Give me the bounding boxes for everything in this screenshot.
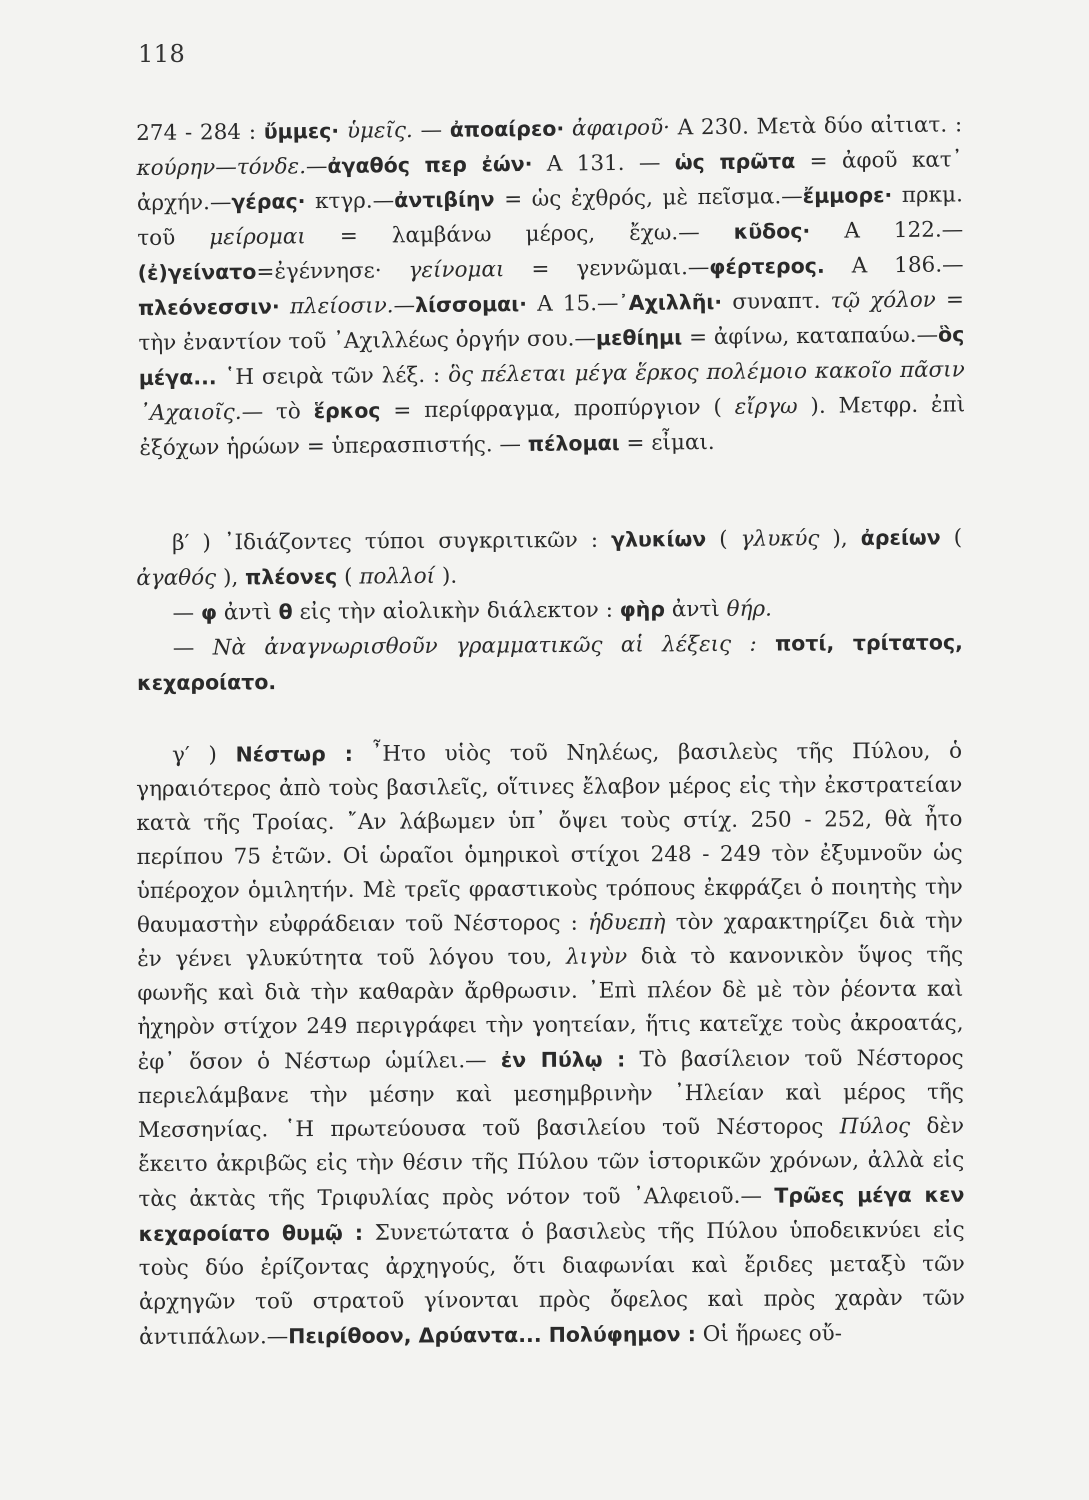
text-run: — <box>412 117 450 144</box>
text-run: Α 131. — <box>532 150 675 177</box>
lemma: γλυκίων <box>610 527 707 552</box>
text-run: = τὴν ἐναντίον τοῦ ᾿Αχιλλέως ὀργήν σου.— <box>138 287 965 356</box>
page-number: 118 <box>138 40 186 68</box>
text-run: Συνετώτατα ὁ βασιλεὺς τῆς Πύλου ὑποδεικνύει εἰς τοὺς δύο ἐρίζοντας ἀρχηγούς, ὅτι διαφωνίαι καὶ ἔριδες μεταξὺ τῶν ἀρχηγῶν τοῦ στρατοῦ γίνονται πρὸς ὄφελος καὶ πρὸς χαρὰν τῶν ἀντιπάλων.— <box>138 1217 966 1350</box>
commentary-paragraph-274-284 <box>136 107 966 466</box>
lemma: κῦδος· <box>733 218 811 244</box>
gloss: ἀφαιροῦ· <box>564 115 671 142</box>
gloss: πλείοσιν. <box>279 293 394 320</box>
lemma: ἐν Πύλῳ : <box>500 1047 626 1073</box>
lemma: ἀρείων <box>860 525 941 550</box>
text-run: ), <box>819 525 861 552</box>
gloss: τῷ χόλον <box>830 287 936 314</box>
text-run: ( <box>706 526 741 553</box>
gloss: κούρην—τόνδε. <box>136 154 307 181</box>
lemma: Πειρίθοον, Δρύαντα... Πολύφημον : <box>288 1322 696 1349</box>
gloss: εἴργω <box>734 394 798 420</box>
text-run: ), <box>216 565 246 591</box>
lemma: ᾿Αχιλλῆι· <box>618 289 723 315</box>
paragraph-text <box>136 590 962 631</box>
commentary-section-gamma <box>136 734 965 1355</box>
text-run: ῾Η σειρὰ τῶν λέξ. : <box>216 362 449 391</box>
gloss: ἀγαθός <box>136 565 217 591</box>
text-run: Α 186.— <box>824 252 964 279</box>
text-run: συναπτ. <box>722 288 831 315</box>
gloss: λιγὺν <box>566 944 628 970</box>
lemma: ὃς μέγα... <box>138 322 965 390</box>
text-run <box>757 632 776 657</box>
gloss: γείνομαι <box>408 257 505 284</box>
lemma: φ <box>200 600 218 625</box>
text-run: ῏Ητο υἱὸς τοῦ Νηλέως, βασιλεὺς τῆς Πύλου, ὁ γηραιότερος ἀπὸ τοὺς βασιλεῖς, οἵτινες ἔλαβον μέρος εἰς τὴν ἐκστρατείαν κατὰ τῆς Τροίας. ῎Αν λάβωμεν ὑπ᾽ ὄψει τοὺς στίχ. 250 - 252, θὰ ἦτο περίπου 75 ἐτῶν. Οἱ ὡραῖοι ὁμηρικοὶ στίχοι 248 - 249 τὸν ἐξυμνοῦν ὡς ὑπέροχον ὁμιλητήν. Μὲ τρεῖς φραστικοὺς τρόπους ἐκφράζει ὁ ποιητὴς τὴν θαυμαστὴν εὐφράδειαν τοῦ Νέστορος : <box>136 738 963 938</box>
lemma: πλέονες <box>244 564 338 590</box>
text-run: = λαμβάνω μέρος, ἔχω.— <box>305 219 734 250</box>
lemma: ὡς πρῶτα <box>674 149 796 175</box>
text-run: = ἀφίνω, καταπαύω.— <box>682 322 939 351</box>
text-run: Α 122.— <box>810 217 964 244</box>
commentary-section-beta <box>136 520 963 701</box>
text-run: Α 15.— <box>526 290 619 317</box>
text-run: = ἀφοῦ κατ᾽ ἀρχήν.— <box>136 147 963 216</box>
text-run: — <box>393 293 416 319</box>
text-run: — <box>172 635 213 661</box>
gloss: ὃς πέλεται μέγα ἕρκος πολέμοιο κακοῖο πᾶσιν ᾿Αχαιοῖς. <box>138 357 965 426</box>
text-run: κτγρ.— <box>305 188 395 215</box>
lemma: ἀντιβίην <box>394 187 495 213</box>
lemma: (ἐ)γείνατο <box>137 259 257 285</box>
text-run: Τὸ βασίλειον τοῦ Νέστορος περιελάμβανε τὴν μέσην καὶ μεσημβρινὴν ᾿Ηλείαν καὶ μέρος τῆς Μεσσηνίας. ῾Η πρωτεύουσα τοῦ βασιλείου τοῦ Νέστορος <box>137 1045 964 1143</box>
text-run: Α 230. Μετὰ δύο αἰτιατ. : <box>669 112 963 141</box>
gloss: Νὰ ἀναγνωρισθοῦν γραμματικῶς αἱ λέξεις : <box>212 631 757 661</box>
text-run: ). <box>434 563 458 589</box>
gloss: Πύλος <box>839 1113 911 1140</box>
lemma: γέρας· <box>231 189 306 215</box>
lemma: πέλομαι <box>527 430 620 456</box>
text-run: δὲν ἔκειτο ἀκριβῶς εἰς τὴν θέσιν τῆς Πύλου τῶν ἱστορικῶν χρόνων, ἀλλὰ εἰς τὰς ἀκτὰς τῆς Τριφυλίας πρὸς νότον τοῦ ᾿Αλφειοῦ.— <box>138 1113 965 1212</box>
text-run: = περίφραγμα, προπύργιον ( <box>380 394 735 424</box>
verse-range: 274 - 284 : <box>136 119 264 146</box>
lemma: μεθίημι <box>595 325 683 351</box>
gloss: μείρομαι <box>209 224 306 251</box>
lemma: φέρτερος. <box>709 253 825 280</box>
lemma: πλεόνεσσιν· <box>137 294 280 320</box>
lemma: ἀποαίρεο· <box>449 116 565 142</box>
section-heading: β′ ) ᾿Ιδιάζοντες τύποι συγκριτικῶν : <box>172 527 612 556</box>
text-run: Οἱ ἥρωες οὔ- <box>695 1321 843 1348</box>
text-run: τὸν χαρακτηρίζει διὰ τὴν ἐν γένει γλυκύτητα τοῦ λόγου του, <box>137 908 964 972</box>
text-run: — τὸ <box>241 399 314 425</box>
lemma: λίσσομαι· <box>414 291 528 318</box>
text-run: = γεννῶμαι.— <box>504 255 710 283</box>
lemma: Τρῶες μέγα κεν κεχαροίατο θυμῷ : <box>138 1182 965 1246</box>
text-run: ). Μετφρ. ἐπὶ ἐξόχων ἡρώων = ὑπερασπιστής. — <box>139 392 966 461</box>
gloss: γλυκύς <box>740 526 820 552</box>
lemma: θ <box>278 599 293 625</box>
text-run: = ὡς ἐχθρός, μὲ πεῖσμα.— <box>494 184 803 213</box>
gloss: ὑμεῖς. <box>339 118 413 144</box>
paragraph-text <box>136 520 962 596</box>
paragraph-text <box>137 625 963 701</box>
paragraph-text <box>136 107 966 466</box>
gloss: πολλοί <box>359 563 436 590</box>
text-run: — <box>172 600 202 626</box>
section-heading: γ′ ) <box>172 742 236 768</box>
paragraph-text <box>136 734 965 1355</box>
lemma: ἀγαθός περ ἐών· <box>327 151 533 178</box>
text-run: =ἐγέννησε· <box>256 258 409 285</box>
gloss: ἡδυεπὴ <box>587 910 666 936</box>
lemma: ὔμμες· <box>263 118 340 144</box>
gloss: θήρ. <box>726 596 773 622</box>
lemma: ἔμμορε· <box>802 183 893 209</box>
text-run: πρκμ. τοῦ <box>137 182 964 251</box>
text-run: διὰ τὸ κανονικὸν ὕψος τῆς φωνῆς καὶ διὰ τὴν καθαρὰν ἄρθρωσιν. ᾿Επὶ πλέον δὲ μὲ τὸν ῥέοντα καὶ ἠχηρὸν στίχον 249 περιγράφει τὴν γοητείαν, ἥτις κατεῖχε τοὺς ἀκροατάς, ἐφ᾽ ὅσον ὁ Νέστωρ ὡμίλει.— <box>137 942 964 1075</box>
text-run: εἰς τὴν αἰολικὴν διάλεκτον : <box>292 597 620 625</box>
text-run: ἀντὶ <box>664 596 727 623</box>
text-run: ( <box>940 525 963 551</box>
text-run: ἀντὶ <box>216 600 279 626</box>
lemma: ἕρκος <box>313 398 381 424</box>
text-run: ( <box>337 564 360 590</box>
lemma: ποτί, τρίτατος, κεχαροίατο. <box>137 630 963 695</box>
text-run: — <box>305 153 328 180</box>
text-run: = εἶμαι. <box>619 429 715 456</box>
lemma: φὴρ <box>619 597 666 622</box>
lemma: Νέστωρ : <box>235 741 353 767</box>
